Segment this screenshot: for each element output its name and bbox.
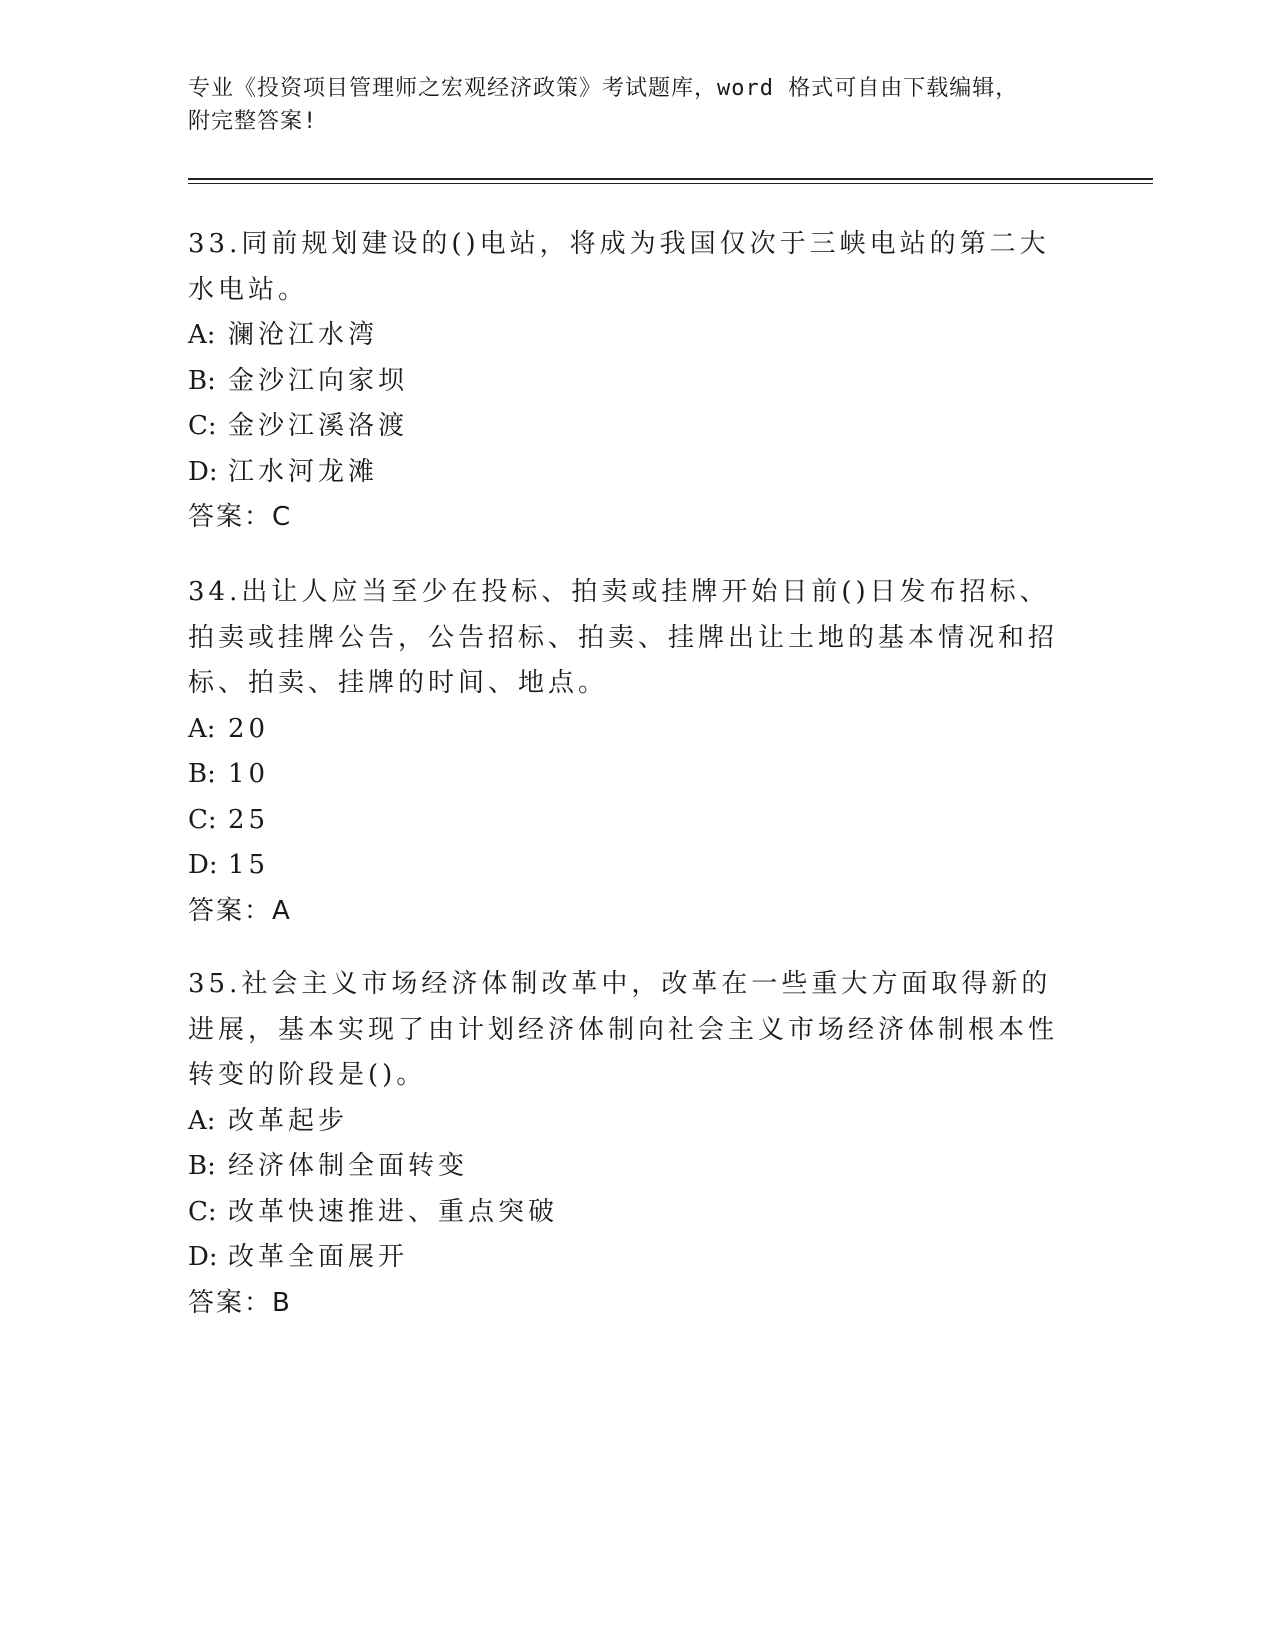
answer: 答案：B [188, 1287, 292, 1318]
option-text: 10 [228, 759, 270, 789]
question-stem: 35.社会主义市场经济体制改革中，改革在一些重大方面取得新的进展，基本实现了由计划经济体制向社会主义市场经济体制根本性转变的阶段是()。 [188, 969, 1059, 1090]
answer: 答案：A [188, 895, 292, 926]
option-key: C: [188, 411, 217, 441]
option-key: A: [188, 320, 216, 350]
option-d [188, 843, 1068, 889]
header-line-2: 附完整答案! [188, 109, 318, 134]
option-text: 15 [228, 850, 270, 880]
option-c [188, 404, 1068, 450]
option-key: D: [188, 456, 218, 487]
option-text: 改革起步 [228, 1105, 349, 1136]
option-text: 改革全面展开 [228, 1242, 409, 1272]
option-a [188, 1099, 1068, 1145]
question-stem: 34.出让人应当至少在投标、拍卖或挂牌开始日前()日发布招标、拍卖或挂牌公告，公告招标、拍卖、挂牌出让土地的基本情况和招标、拍卖、挂牌的时间、地点。 [188, 577, 1059, 698]
header-line-1: 专业《投资项目管理师之宏观经济政策》考试题库，word 格式可自由下载编辑， [188, 76, 1019, 101]
option-b [188, 359, 1068, 405]
option-text: 改革快速推进、重点突破 [228, 1196, 559, 1227]
option-key: B: [188, 1151, 216, 1181]
option-text: 金沙江向家坝 [228, 365, 409, 396]
option-text: 江水河龙滩 [228, 456, 379, 487]
header-divider [188, 178, 1153, 184]
option-c [188, 798, 1068, 844]
question-stem: 33.同前规划建设的()电站，将成为我国仅次于三峡电站的第二大水电站。 [188, 229, 1050, 305]
question-34 [188, 570, 1068, 934]
option-d [188, 1235, 1068, 1281]
option-key: C: [188, 804, 217, 835]
option-key: D: [188, 850, 218, 880]
option-b [188, 1144, 1068, 1190]
option-key: A: [188, 1105, 216, 1136]
option-text: 25 [228, 804, 270, 835]
option-key: D: [188, 1242, 218, 1272]
option-a [188, 707, 1068, 753]
option-a [188, 313, 1068, 359]
option-text: 澜沧江水湾 [228, 320, 379, 350]
option-key: B: [188, 365, 216, 396]
option-text: 金沙江溪洛渡 [228, 411, 409, 441]
option-key: B: [188, 759, 216, 789]
option-b [188, 752, 1068, 798]
option-text: 20 [228, 713, 270, 744]
question-35 [188, 962, 1068, 1326]
answer: 答案：C [188, 502, 293, 532]
option-d [188, 450, 1068, 496]
document-header [188, 72, 1088, 138]
option-key: C: [188, 1196, 217, 1227]
option-c [188, 1190, 1068, 1236]
option-text: 经济体制全面转变 [228, 1151, 469, 1181]
option-key: A: [188, 713, 216, 744]
question-33 [188, 222, 1068, 541]
